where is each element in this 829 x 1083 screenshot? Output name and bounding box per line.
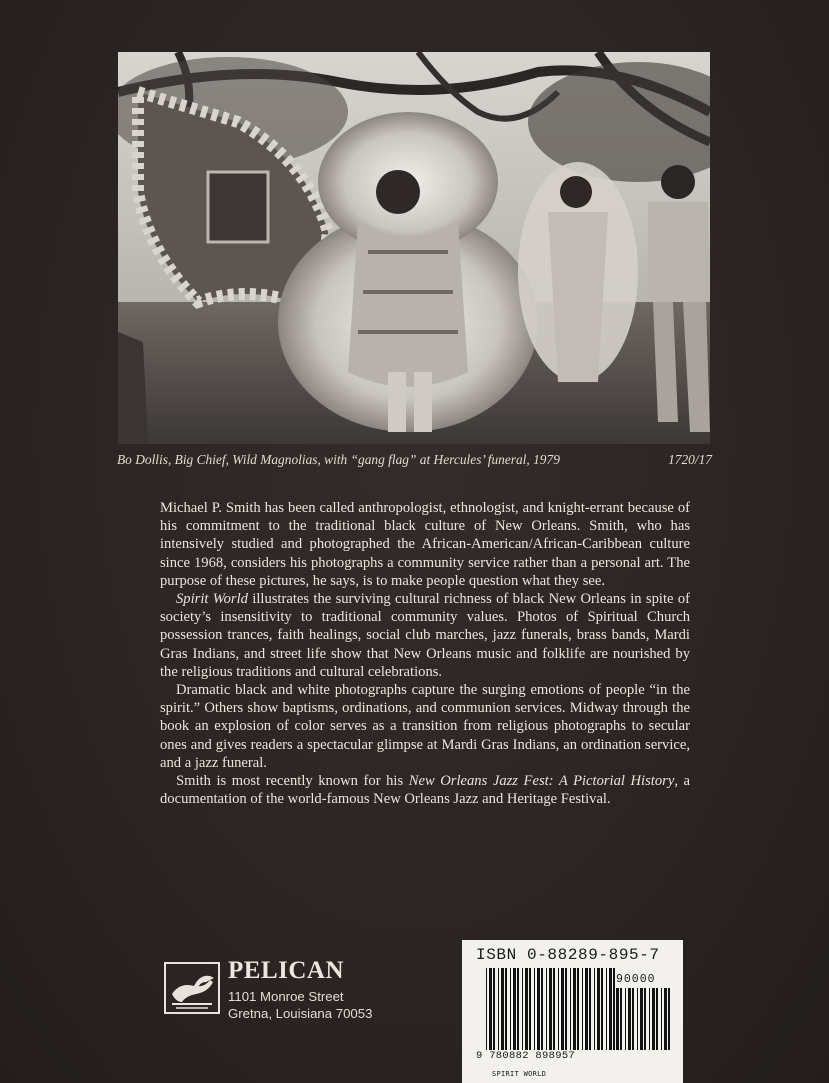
price-code: 90000 — [616, 973, 656, 986]
barcode-bar — [522, 968, 523, 1050]
barcode-bar — [632, 988, 634, 1050]
barcode-bar — [628, 988, 631, 1050]
description-paragraph-1: Michael P. Smith has been called anthropologist, ethnologist, and knight-errant because of his commitment to the traditional black culture of New Orleans. Smith, who has intensively studied and photographed the African-American/African-Caribbean culture since 1968, considers his photographs a community service rather than a personal art. The purpose of these pictures, he says, is to make people question what they see. — [160, 500, 690, 589]
barcode-bar — [505, 968, 507, 1050]
pelican-logo — [164, 962, 220, 1014]
barcode-bar — [616, 988, 619, 1050]
description-paragraph-2: Spirit World illustrates the surviving cultural richness of black New Orleans in spite of society’s insensitivity to traditional community values. Photos of Spiritual Church possession trances, faith healings, social club marches, jazz funerals, brass bands, Mardi Gras Indians, and street life show that New Orleans music and folklife are nourished by the religious traditions and cultural celebrations. — [160, 591, 690, 680]
barcode-bar — [513, 968, 516, 1050]
barcode-bar — [613, 968, 615, 1050]
price-barcode — [616, 988, 672, 1050]
barcode-bar — [644, 988, 646, 1050]
pelican-bird-icon — [166, 964, 218, 1012]
barcode-bar — [661, 988, 662, 1050]
barcode-bar — [573, 968, 576, 1050]
cover-photograph — [118, 52, 710, 444]
description-paragraph-4: Smith is most recently known for his New Orleans Jazz Fest: A Pictorial History, a documentation of the world-famous New Orleans Jazz and Heritage Festival. — [160, 773, 691, 808]
barcode-bar — [517, 968, 519, 1050]
barcode-bar — [570, 968, 571, 1050]
book-description — [160, 499, 690, 808]
publisher-name: PELICAN — [228, 957, 345, 984]
barcode-bar — [640, 988, 643, 1050]
barcode-bar — [501, 968, 504, 1050]
barcode-bar — [589, 968, 591, 1050]
isbn-barcode-label — [462, 940, 683, 1083]
description-paragraph-3: Dramatic black and white photographs capture the surging emotions of people “in the spirit.” Others show baptisms, ordinations, and communion services. Midway through the book an explosion of color serves as a transition from religious photographs to secular ones and gives readers a spectacular glimpse at Mardi Gras Indians, an ordination service, and a jazz funeral. — [160, 682, 690, 771]
book-title-italic: Spirit World — [176, 591, 248, 608]
isbn-number: ISBN 0-88289-895-7 — [476, 946, 660, 964]
barcode-bar — [525, 968, 528, 1050]
barcode-bar — [561, 968, 564, 1050]
barcode-bar — [529, 968, 531, 1050]
barcode-bar — [649, 988, 650, 1050]
publisher-address-line2: Gretna, Louisiana 70053 — [228, 1006, 373, 1021]
barcode-bar — [601, 968, 603, 1050]
barcode-bar — [656, 988, 658, 1050]
barcode-bar — [549, 968, 552, 1050]
barcode-bar — [609, 968, 612, 1050]
barcode-bar — [486, 968, 487, 1050]
barcode-bar — [585, 968, 588, 1050]
photo-number: 1720/17 — [668, 452, 712, 467]
barcode-bar — [664, 988, 667, 1050]
ean-barcode — [486, 968, 616, 1050]
barcode-bar — [558, 968, 559, 1050]
barcode-bar — [577, 968, 579, 1050]
barcode-bar — [652, 988, 655, 1050]
caption-text: Bo Dollis, Big Chief, Wild Magnolias, with “gang flag” at Hercules’ funeral, 1979 — [117, 452, 560, 467]
barcode-bar — [489, 968, 492, 1050]
barcode-bar — [510, 968, 511, 1050]
barcode-bar — [582, 968, 583, 1050]
barcode-bar — [606, 968, 607, 1050]
barcode-bar — [498, 968, 499, 1050]
barcode-bar — [541, 968, 543, 1050]
barcode-bar — [668, 988, 670, 1050]
parade-photo-illustration — [118, 52, 710, 444]
barcode-bar — [620, 988, 622, 1050]
barcode-bar — [637, 988, 638, 1050]
barcode-bar — [594, 968, 595, 1050]
barcode-bar — [493, 968, 495, 1050]
photo-caption — [117, 452, 712, 468]
publisher-address-line1: 1101 Monroe Street — [228, 989, 344, 1004]
ean-digits: 9 780882 898957 — [476, 1050, 576, 1062]
barcode-bar — [625, 988, 626, 1050]
barcode-bar — [546, 968, 547, 1050]
barcode-bar — [597, 968, 600, 1050]
barcode-bar — [553, 968, 555, 1050]
barcode-bar — [534, 968, 535, 1050]
barcode-bar — [537, 968, 540, 1050]
barcode-title: SPIRIT WORLD — [492, 1070, 547, 1078]
other-book-title-italic: New Orleans Jazz Fest: A Pictorial History — [408, 773, 675, 790]
barcode-bar — [565, 968, 567, 1050]
